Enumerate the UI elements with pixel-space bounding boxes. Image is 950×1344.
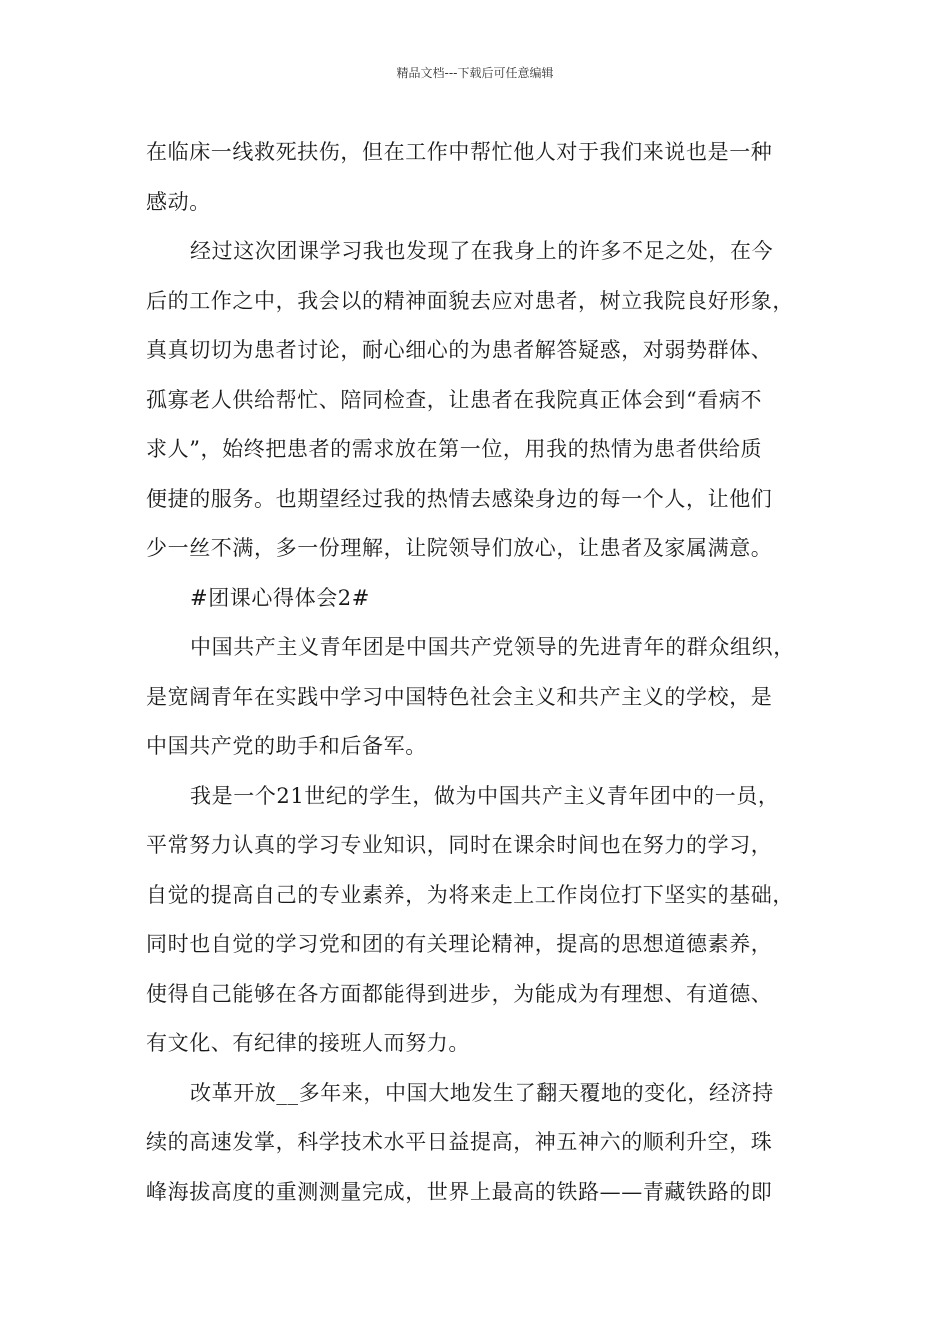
text-line: 便捷的服务。也期望经过我的热情去感染身边的每一个人，让他们	[146, 486, 773, 511]
text-line: 续的高速发掌，科学技术水平日益提高，神五神六的顺利升空，珠	[146, 1130, 773, 1154]
text-line: 少一丝不满，多一份理解，让院领导们放心，让患者及家属满意。	[146, 536, 773, 560]
text-line: 经过这次团课学习我也发现了在我身上的许多不足之处，在今	[190, 239, 774, 263]
text-line: 求人”，始终把患者的需求放在第一位，用我的热情为患者供给质	[146, 437, 763, 461]
text-line: 平常努力认真的学习专业知识，同时在课余时间也在努力的学习，	[146, 833, 773, 857]
text-line: 有文化、有纪律的接班人而努力。	[146, 1031, 470, 1055]
page-header: 精品文档---下载后可任意编辑	[396, 66, 554, 80]
text-line: 中国共产党的助手和后备军。	[146, 734, 427, 758]
document-body	[146, 128, 816, 1217]
text-line: 中国共产主义青年团是中国共产党领导的先进青年的群众组织，	[190, 635, 795, 659]
text-line: 在临床一线救死扶伤，但在工作中帮忙他人对于我们来说也是一种	[146, 140, 773, 164]
text-line: 自觉的提高自己的专业素养，为将来走上工作岗位打下坚实的基础，	[146, 882, 794, 907]
text-line: 使得自己能够在各方面都能得到进步，为能成为有理想、有道德、	[146, 981, 773, 1006]
text-line: 峰海拔高度的重测测量完成，世界上最高的铁路——青藏铁路的即	[146, 1179, 773, 1204]
text-line: 感动。	[146, 189, 211, 214]
text-line: 孤寡老人供给帮忙、陪同检查，让患者在我院真正体会到“看病不	[146, 387, 763, 412]
text-line: 同时也自觉的学习党和团的有关理论精神，提高的思想道德素养，	[146, 932, 773, 956]
text-line: 我是一个21世纪的学生，做为中国共产主义青年团中的一员，	[190, 783, 780, 808]
text-line: 改革开放__多年来，中国大地发生了翻天覆地的变化，经济持	[190, 1080, 774, 1105]
section-heading: #团课心得体会2#	[190, 585, 370, 610]
text-line: 后的工作之中，我会以的精神面貌去应对患者，树立我院良好形象，	[146, 288, 794, 313]
text-line: 真真切切为患者讨论，耐心细心的为患者解答疑惑，对弱势群体、	[146, 338, 773, 362]
text-line: 是宽阔青年在实践中学习中国特色社会主义和共产主义的学校，是	[146, 684, 773, 709]
